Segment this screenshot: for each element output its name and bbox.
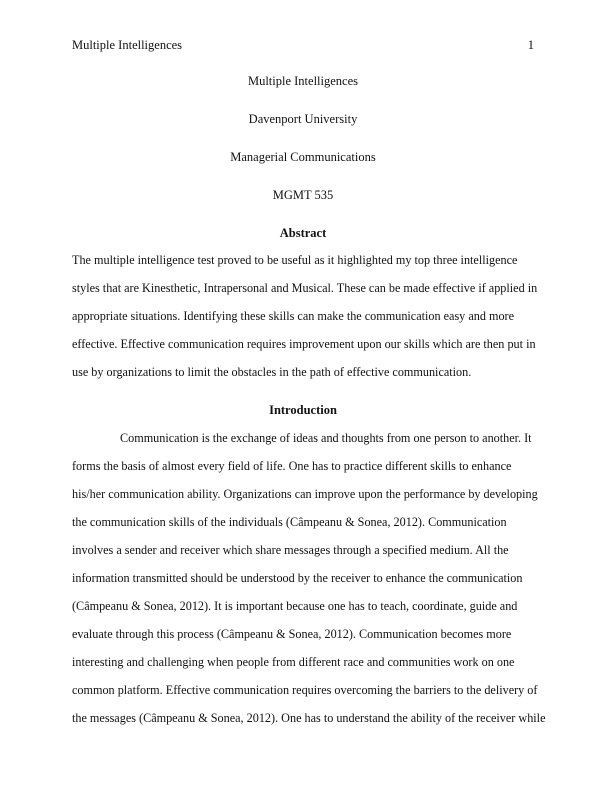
abstract-heading: Abstract — [279, 226, 327, 240]
course-code: MGMT 535 — [272, 188, 334, 202]
page-number: 1 — [527, 38, 534, 52]
paper-title: Multiple Intelligences — [247, 74, 359, 88]
body-line: interesting and challenging when people from different race and communities work on one — [72, 655, 515, 669]
body-line: common platform. Effective communication requires overcoming the barriers to the delivery of — [72, 683, 538, 697]
body-line: involves a sender and receiver which share messages through a specified medium. All the — [72, 543, 509, 557]
course-name: Managerial Communications — [230, 150, 376, 164]
body-line: the communication skills of the individuals (Câmpeanu & Sonea, 2012). Communication — [72, 515, 507, 529]
body-line: Communication is the exchange of ideas and thoughts from one person to another. It — [120, 431, 532, 445]
body-line: (Câmpeanu & Sonea, 2012). It is important because one has to teach, coordinate, guide and — [72, 599, 518, 613]
abstract-line: use by organizations to limit the obstacles in the path of effective communication. — [72, 365, 472, 379]
body-line: forms the basis of almost every field of life. One has to practice different skills to enhance — [72, 459, 512, 473]
abstract-line: styles that are Kinesthetic, Intrapersonal and Musical. These can be made effective if applied in — [72, 281, 538, 295]
body-line: the messages (Câmpeanu & Sonea, 2012). One has to understand the ability of the receiver while — [72, 711, 546, 725]
body-line: evaluate through this process (Câmpeanu & Sonea, 2012). Communication becomes more — [72, 627, 512, 641]
running-head: Multiple Intelligences — [72, 38, 183, 52]
institution: Davenport University — [248, 112, 358, 126]
abstract-line: appropriate situations. Identifying these skills can make the communication easy and more — [72, 309, 515, 323]
body-line: his/her communication ability. Organizations can improve upon the performance by developing — [72, 487, 538, 501]
abstract-line: effective. Effective communication requires improvement upon our skills which are then put in — [72, 337, 536, 351]
body-line: information transmitted should be understood by the receiver to enhance the communication — [72, 571, 523, 585]
introduction-heading: Introduction — [269, 403, 337, 417]
abstract-line: The multiple intelligence test proved to be useful as it highlighted my top three intelligence — [72, 253, 518, 267]
